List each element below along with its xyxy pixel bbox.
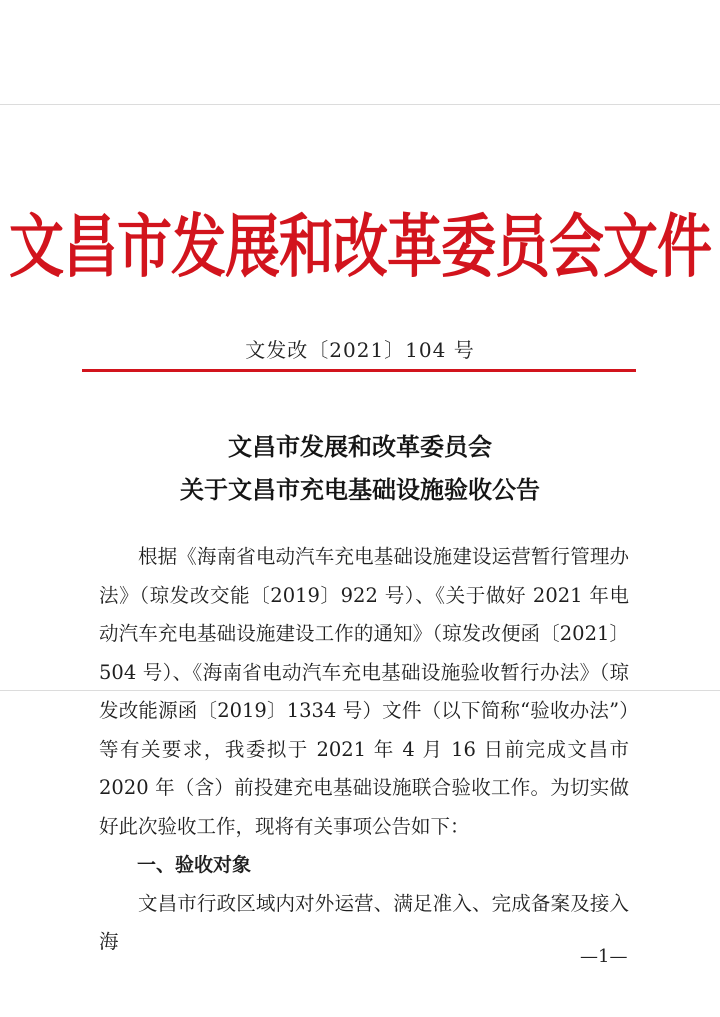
body-paragraph: 根据《海南省电动汽车充电基础设施建设运营暂行管理办法》（琼发改交能〔2019〕922 号）、《关于做好 2021 年电动汽车充电基础设施建设工作的通知》（琼发改便函〔2021〕504 号）、《海南省电动汽车充电基础设施验收暂行办法》（琼发改能源函〔2019〕1334 号）文件（以下简称“验收办法”）等有关要求，我委拟于 2021 年 4 月 16 日前完成文昌市 2020 年（含）前投建充电基础设施联合验收工作。为切实做好此次验收工作，现将有关事项公告如下： bbox=[99, 545, 629, 838]
section-heading: 一、验收对象 bbox=[137, 854, 252, 876]
document-number: 文发改〔2021〕104 号 bbox=[245, 338, 475, 362]
page-number: —1— bbox=[580, 946, 628, 967]
announcement-title-line2: 关于文昌市充电基础设施验收公告 bbox=[180, 476, 540, 504]
announcement-title-line1: 文昌市发展和改革委员会 bbox=[228, 433, 492, 461]
body-paragraph: 文昌市行政区域内对外运营、满足准入、完成备案及接入海 bbox=[99, 891, 629, 953]
page-scan-edge bbox=[0, 104, 720, 105]
document-header-title: 文昌市发展和改革委员会文件 bbox=[8, 206, 711, 287]
red-separator-line bbox=[82, 369, 636, 372]
document-body bbox=[99, 538, 629, 962]
